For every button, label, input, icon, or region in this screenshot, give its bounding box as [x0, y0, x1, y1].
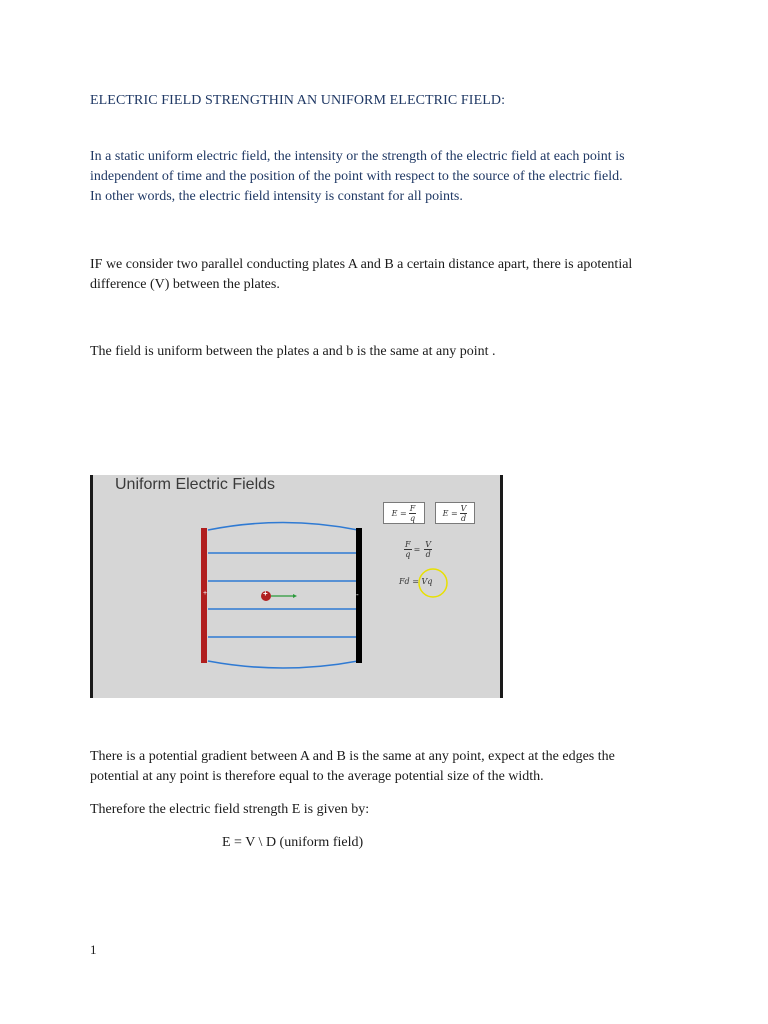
charge-label: + — [263, 589, 268, 598]
formula-f-over-q-equals-v-over-d — [402, 540, 432, 559]
field-strength-equation: E = V \ D (uniform field) — [222, 835, 364, 850]
fraction — [404, 540, 412, 559]
paragraph-line: potential at any point is therefore equal to the average potential size of the width. — [90, 769, 544, 784]
formula-e-equals-f-over-q — [383, 502, 425, 524]
field-line-top-curved — [208, 523, 358, 531]
formula-lhs: E = — [442, 508, 458, 518]
fraction — [409, 504, 417, 523]
fraction-denominator: d — [460, 513, 467, 523]
paragraph-line: IF we consider two parallel conducting plates A and B a certain distance apart, there is apotential — [90, 257, 633, 272]
positive-plate-label: + — [203, 590, 208, 597]
paragraph-field-strength-intro: Therefore the electric field strength E is given by: — [90, 802, 370, 817]
paragraph-line: There is a potential gradient between A and B is the same at any point, expect at the edges the — [90, 749, 615, 764]
paragraph-line: In other words, the electric field intensity is constant for all points. — [90, 189, 463, 204]
page-number: 1 — [90, 942, 97, 957]
fraction-numerator: V — [460, 503, 467, 513]
field-line-bottom-curved — [208, 661, 358, 668]
paragraph-field-uniform: The field is uniform between the plates a and b is the same at any point . — [90, 344, 496, 359]
paragraph-line: independent of time and the position of the point with respect to the source of the electric field. — [90, 169, 623, 184]
fraction-numerator: F — [405, 540, 411, 549]
fraction-denominator: q — [405, 550, 411, 559]
paragraph-line: In a static uniform electric field, the intensity or the strength of the electric field at each point is — [90, 149, 625, 164]
formula-lhs: E = — [391, 508, 407, 518]
formula-fd-equals-vq: Fd = Vq — [399, 577, 433, 586]
fraction-denominator: q — [409, 513, 416, 523]
document-heading: ELECTRIC FIELD STRENGTHIN AN UNIFORM ELECTRIC FIELD: — [90, 93, 506, 108]
fraction — [424, 540, 432, 559]
formula-e-equals-v-over-d — [435, 502, 475, 524]
uniform-electric-fields-figure — [90, 475, 503, 698]
fraction-numerator: V — [425, 540, 432, 549]
negative-plate-label: - — [356, 590, 359, 599]
fraction — [460, 504, 468, 523]
fraction-numerator: F — [409, 503, 416, 513]
velocity-arrow-head — [293, 594, 297, 598]
paragraph-line: difference (V) between the plates. — [90, 277, 280, 292]
fraction-denominator: d — [425, 550, 431, 559]
figure-title: Uniform Electric Fields — [115, 476, 276, 493]
equals-sign: = — [413, 545, 421, 554]
